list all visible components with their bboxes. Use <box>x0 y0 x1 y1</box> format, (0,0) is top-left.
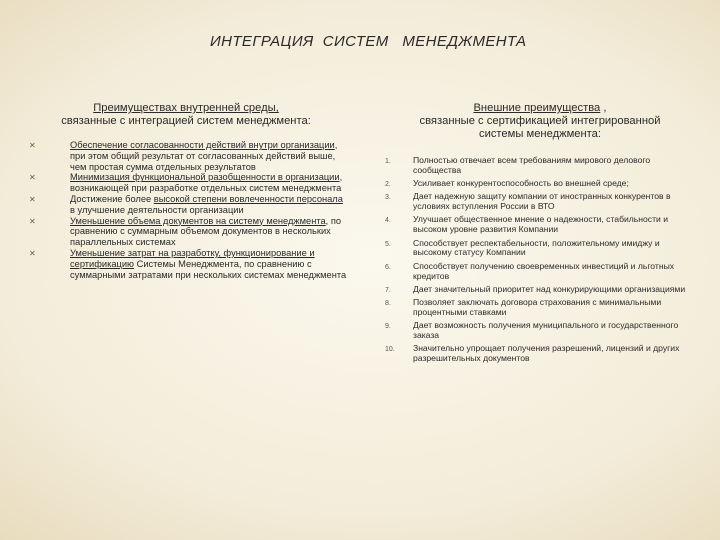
right-heading-suffix: , <box>600 102 607 114</box>
item-number: 9. <box>385 323 391 331</box>
item-text: Позволяет заключать договора страхования с минимальными процентными ставками <box>413 296 662 317</box>
list-item <box>26 172 348 194</box>
list-item <box>26 248 348 280</box>
item-number: 1. <box>385 158 391 165</box>
list-item <box>26 194 348 216</box>
right-heading-underlined: Внешние преимущества <box>473 102 601 114</box>
item-text: Дает возможность получения муниципального и государственного заказа <box>413 320 679 340</box>
x-bullet-icon: ✕ <box>29 141 36 150</box>
item-link-text[interactable]: Обеспечение согласованности действий внутри организации <box>70 140 335 150</box>
right-column-heading <box>375 102 705 141</box>
list-item <box>26 140 348 172</box>
list-item <box>385 285 700 295</box>
item-number: 10. <box>385 346 395 354</box>
x-bullet-icon: ✕ <box>29 194 36 204</box>
list-item <box>385 262 700 282</box>
item-text: в улучшение деятельности организации <box>70 204 244 215</box>
item-number: 4. <box>385 217 391 225</box>
item-number: 7. <box>385 286 391 294</box>
internal-advantages-list <box>26 140 348 280</box>
item-text: Дает значительный приоритет над конкурирующими организациями <box>413 283 686 294</box>
item-text: Достижение более <box>70 193 154 204</box>
item-number: 6. <box>385 263 391 271</box>
item-text: , при этом общий результат от согласованных действий выше, чем простая сумма отдельных результатов <box>70 140 338 172</box>
item-text: , возникающей при разработке отдельных систем менеджмента <box>70 172 343 194</box>
item-text: Способствует респектабельности, положительному имиджу и высокому статусу Компании <box>413 237 660 258</box>
list-item <box>385 156 700 176</box>
left-heading-line-2: связанные с интеграцией систем менеджмента: <box>61 115 311 127</box>
list-item <box>385 192 700 212</box>
item-text: Улучшает общественное мнение о надежности, стабильности и высоком уровне развития Компании <box>413 214 669 235</box>
item-text: Значительно упрощает получения разрешений, лицензий и других разрешительных документов <box>413 343 680 364</box>
list-item <box>385 239 700 259</box>
list-item <box>26 216 348 248</box>
item-link-text[interactable]: Уменьшение объема документов на систему менеджмента <box>70 215 326 226</box>
list-item <box>385 344 700 364</box>
x-bullet-icon: ✕ <box>29 216 36 226</box>
item-link-text[interactable]: Минимизация функциональной разобщенности в организации <box>70 172 340 183</box>
list-item <box>385 321 700 341</box>
x-bullet-icon: ✕ <box>29 248 36 258</box>
item-number: 2. <box>385 181 391 189</box>
item-text: , по сравнению с суммарным объемом документов в нескольких параллельных системах <box>70 215 342 248</box>
item-text: Полностью отвечает всем требованиям мирового делового сообщества <box>413 155 651 175</box>
item-link-text[interactable]: высокой степени вовлеченности персонала <box>153 193 343 204</box>
list-item <box>385 298 700 318</box>
item-text: Усиливает конкурентоспособность во внешней среде; <box>413 178 629 189</box>
item-number: 5. <box>385 240 391 248</box>
right-heading-line-3: системы менеджмента: <box>479 128 601 140</box>
item-link-text[interactable]: Уменьшение затрат на разработку, функционирование и сертификацию <box>70 247 315 269</box>
x-bullet-icon: ✕ <box>29 173 36 183</box>
item-text: Дает надежную защиту компании от иностранных конкурентов в условиях вступления России в ВТО <box>413 191 671 212</box>
item-text: Системы Менеджмента, по сравнению с суммарными затратами при нескольких системах менеджмента <box>70 258 347 280</box>
item-text: Способствует получению своевременных инвестиций и льготных кредитов <box>413 260 675 281</box>
left-heading-line-1: Преимуществах внутренней среды, <box>93 102 279 114</box>
slide-title: ИНТЕГРАЦИЯ СИСТЕМ МЕНЕДЖМЕНТА <box>210 33 527 50</box>
list-item <box>385 215 700 235</box>
right-heading-line-2: связанные с сертификацией интегрированной <box>419 115 661 127</box>
left-column-heading <box>26 102 346 128</box>
external-advantages-list <box>385 156 700 367</box>
right-heading-line-1 <box>375 102 705 115</box>
list-item <box>385 179 700 189</box>
item-number: 3. <box>385 194 391 202</box>
item-number: 8. <box>385 299 391 307</box>
